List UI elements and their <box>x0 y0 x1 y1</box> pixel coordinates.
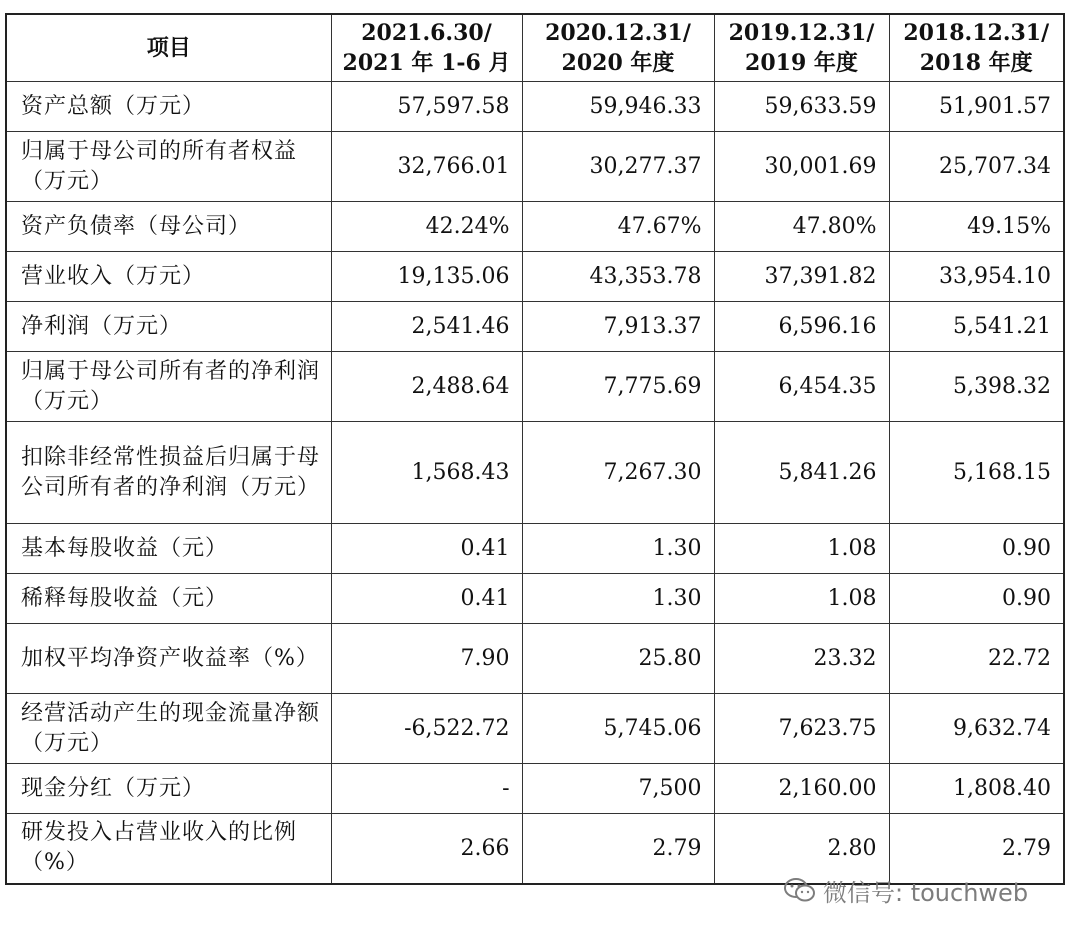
cell-value: 5,745.06 <box>522 694 714 764</box>
cell-value: 25.80 <box>522 624 714 694</box>
table-row <box>6 82 1064 132</box>
cell-value: 5,541.21 <box>889 302 1064 352</box>
cell-value: 25,707.34 <box>889 132 1064 202</box>
cell-value: 30,277.37 <box>522 132 714 202</box>
cell-value: 33,954.10 <box>889 252 1064 302</box>
row-label: 扣除非经常性损益后归属于母公司所有者的净利润（万元） <box>6 422 331 524</box>
cell-value: 2.79 <box>889 814 1064 884</box>
table-row <box>6 694 1064 764</box>
cell-value: 1,568.43 <box>331 422 522 524</box>
cell-value: 5,841.26 <box>714 422 889 524</box>
cell-value: 7,500 <box>522 764 714 814</box>
wechat-icon <box>783 876 817 904</box>
cell-value: 57,597.58 <box>331 82 522 132</box>
cell-value: 49.15% <box>889 202 1064 252</box>
row-label: 资产负债率（母公司） <box>6 202 331 252</box>
row-label: 基本每股收益（元） <box>6 524 331 574</box>
table-row <box>6 764 1064 814</box>
row-label: 归属于母公司所有者的净利润（万元） <box>6 352 331 422</box>
cell-value: 9,632.74 <box>889 694 1064 764</box>
cell-value: 5,168.15 <box>889 422 1064 524</box>
cell-value: 1,808.40 <box>889 764 1064 814</box>
cell-value: -6,522.72 <box>331 694 522 764</box>
table-row <box>6 574 1064 624</box>
header-row <box>6 14 1064 82</box>
cell-value: 1.08 <box>714 574 889 624</box>
row-label: 营业收入（万元） <box>6 252 331 302</box>
cell-value: 7,267.30 <box>522 422 714 524</box>
cell-value: 42.24% <box>331 202 522 252</box>
row-label: 稀释每股收益（元） <box>6 574 331 624</box>
financial-summary-table <box>5 13 1065 885</box>
table-row <box>6 252 1064 302</box>
row-label: 归属于母公司的所有者权益（万元） <box>6 132 331 202</box>
cell-value: 0.90 <box>889 574 1064 624</box>
table-row <box>6 202 1064 252</box>
cell-value: 59,946.33 <box>522 82 714 132</box>
cell-value: 5,398.32 <box>889 352 1064 422</box>
row-label: 研发投入占营业收入的比例（%） <box>6 814 331 884</box>
cell-value: 7,775.69 <box>522 352 714 422</box>
cell-value: 0.90 <box>889 524 1064 574</box>
cell-value: 47.67% <box>522 202 714 252</box>
cell-value: 1.08 <box>714 524 889 574</box>
cell-value: 37,391.82 <box>714 252 889 302</box>
header-item: 项目 <box>6 14 331 82</box>
cell-value: 0.41 <box>331 574 522 624</box>
table-row <box>6 524 1064 574</box>
cell-value: 43,353.78 <box>522 252 714 302</box>
row-label: 现金分红（万元） <box>6 764 331 814</box>
cell-value: 0.41 <box>331 524 522 574</box>
cell-value: 51,901.57 <box>889 82 1064 132</box>
row-label: 加权平均净资产收益率（%） <box>6 624 331 694</box>
cell-value: 2,160.00 <box>714 764 889 814</box>
cell-value: 1.30 <box>522 574 714 624</box>
cell-value: 32,766.01 <box>331 132 522 202</box>
cell-value: 2,541.46 <box>331 302 522 352</box>
cell-value: 2,488.64 <box>331 352 522 422</box>
cell-value: 2.66 <box>331 814 522 884</box>
cell-value: - <box>331 764 522 814</box>
cell-value: 19,135.06 <box>331 252 522 302</box>
table-row <box>6 352 1064 422</box>
table-row <box>6 624 1064 694</box>
header-2018: 2018.12.31/ 2018 年度 <box>889 14 1064 82</box>
cell-value: 2.79 <box>522 814 714 884</box>
row-label: 资产总额（万元） <box>6 82 331 132</box>
table-row <box>6 422 1064 524</box>
row-label: 净利润（万元） <box>6 302 331 352</box>
wechat-watermark <box>783 874 1028 906</box>
cell-value: 23.32 <box>714 624 889 694</box>
cell-value: 1.30 <box>522 524 714 574</box>
cell-value: 6,596.16 <box>714 302 889 352</box>
cell-value: 7,913.37 <box>522 302 714 352</box>
row-label: 经营活动产生的现金流量净额（万元） <box>6 694 331 764</box>
cell-value: 59,633.59 <box>714 82 889 132</box>
cell-value: 47.80% <box>714 202 889 252</box>
header-2021h1: 2021.6.30/ 2021 年 1-6 月 <box>331 14 522 82</box>
cell-value: 30,001.69 <box>714 132 889 202</box>
header-2020: 2020.12.31/ 2020 年度 <box>522 14 714 82</box>
watermark-text: 微信号: touchweb <box>823 878 1029 907</box>
cell-value: 22.72 <box>889 624 1064 694</box>
cell-value: 2.80 <box>714 814 889 884</box>
table-row <box>6 302 1064 352</box>
header-2019: 2019.12.31/ 2019 年度 <box>714 14 889 82</box>
cell-value: 6,454.35 <box>714 352 889 422</box>
cell-value: 7,623.75 <box>714 694 889 764</box>
table-row <box>6 132 1064 202</box>
cell-value: 7.90 <box>331 624 522 694</box>
